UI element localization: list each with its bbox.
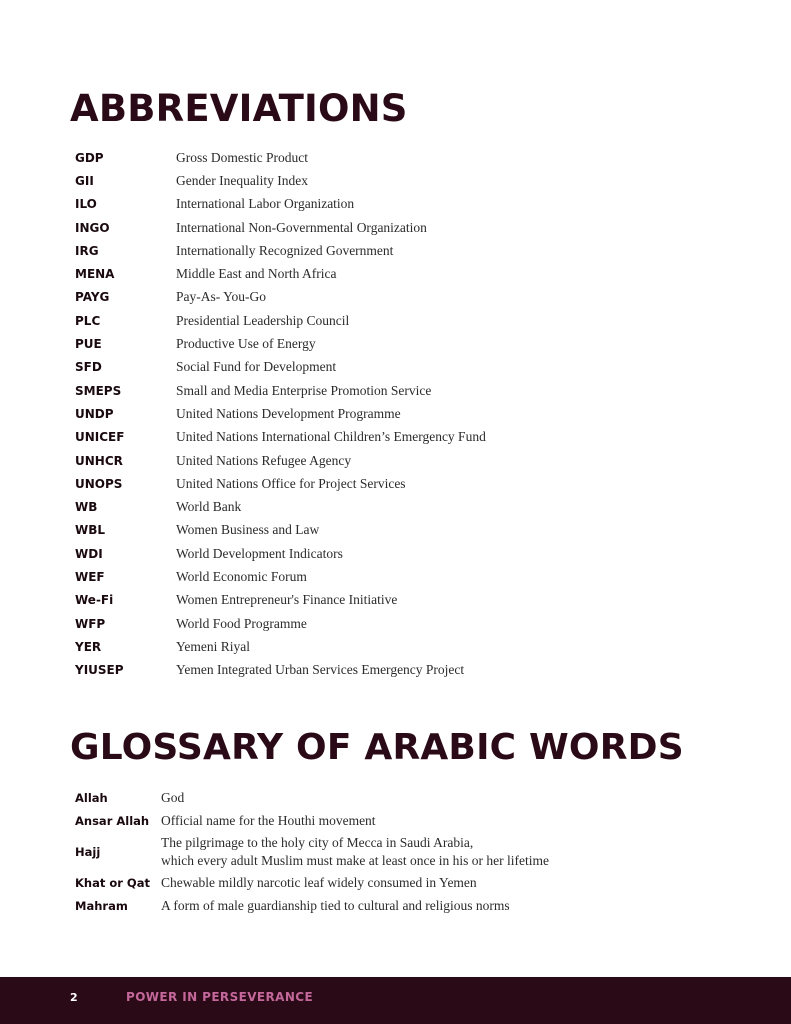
glossary-term: Allah	[75, 790, 108, 805]
abbreviation-definition: Pay-As- You-Go	[176, 289, 267, 305]
abbreviation-row	[75, 169, 486, 192]
abbreviation-definition: Women Business and Law	[176, 522, 320, 538]
abbreviation-row	[75, 216, 486, 239]
abbreviation-definition: United Nations Refugee Agency	[176, 452, 352, 468]
abbreviation-row	[75, 589, 486, 612]
abbreviation-term: GII	[75, 173, 94, 188]
glossary-term: Khat or Qat	[75, 875, 150, 890]
abbreviation-definition: United Nations Development Programme	[176, 405, 401, 421]
abbreviation-row	[75, 635, 486, 658]
glossary-definition	[161, 833, 549, 871]
abbreviation-definition: Middle East and North Africa	[176, 266, 337, 282]
abbreviation-term: SFD	[75, 360, 102, 375]
abbreviation-definition: World Development Indicators	[176, 545, 343, 561]
glossary-definition-line: God	[161, 789, 185, 805]
abbreviation-row	[75, 472, 486, 495]
glossary-term: Mahram	[75, 899, 128, 914]
abbreviation-row	[75, 449, 486, 472]
abbreviation-definition: World Food Programme	[176, 615, 307, 631]
glossary-row	[75, 895, 549, 919]
abbreviation-row	[75, 379, 486, 402]
abbreviation-term: WEF	[75, 569, 105, 584]
glossary-term: Ansar Allah	[75, 814, 150, 829]
glossary-definition-line: The pilgrimage to the holy city of Mecca in Saudi Arabia,	[161, 835, 474, 850]
abbreviation-definition: Social Fund for Development	[176, 359, 337, 375]
abbreviation-term: WBL	[75, 523, 106, 538]
abbreviation-term: WB	[75, 500, 98, 515]
glossary-definition	[161, 871, 549, 895]
abbreviation-row	[75, 286, 486, 309]
abbreviation-term: MENA	[75, 267, 115, 282]
abbreviation-definition: International Non-Governmental Organization	[176, 219, 427, 235]
abbreviations-table	[75, 146, 486, 682]
glossary-heading: GLOSSARY OF ARABIC WORDS	[70, 727, 684, 768]
abbreviation-row	[75, 402, 486, 425]
abbreviation-row	[75, 239, 486, 262]
abbreviation-term: PLC	[75, 313, 101, 328]
abbreviation-term: INGO	[75, 220, 110, 235]
glossary-definition	[161, 895, 549, 919]
abbreviation-term: UNHCR	[75, 453, 123, 468]
abbreviation-term: ILO	[75, 197, 97, 212]
abbreviation-row	[75, 519, 486, 542]
glossary-row	[75, 810, 549, 834]
abbreviation-term: UNICEF	[75, 430, 125, 445]
abbreviation-row	[75, 193, 486, 216]
glossary-definition-line: A form of male guardianship tied to cultural and religious norms	[161, 898, 510, 914]
abbreviation-row	[75, 262, 486, 285]
abbreviation-term: YIUSEP	[75, 663, 124, 678]
abbreviation-definition: World Economic Forum	[176, 568, 307, 584]
abbreviation-term: WFP	[75, 616, 106, 631]
abbreviation-term: GDP	[75, 150, 104, 165]
document-title: POWER IN PERSEVERANCE	[126, 990, 314, 1004]
page-footer	[0, 977, 791, 1024]
abbreviation-row	[75, 612, 486, 635]
abbreviation-definition: United Nations Office for Project Services	[176, 475, 406, 491]
glossary-term: Hajj	[75, 845, 101, 859]
abbreviation-term: UNDP	[75, 406, 114, 421]
glossary-definition-line: Chewable mildly narcotic leaf widely consumed in Yemen	[161, 874, 477, 890]
page-number: 2	[70, 991, 78, 1004]
abbreviation-row	[75, 542, 486, 565]
abbreviation-definition: Women Entrepreneur's Finance Initiative	[176, 592, 398, 608]
abbreviation-definition: Yemeni Riyal	[176, 638, 251, 654]
glossary-row	[75, 871, 549, 895]
glossary-definition-line: Official name for the Houthi movement	[161, 813, 376, 829]
abbreviation-row	[75, 309, 486, 332]
abbreviation-term: PAYG	[75, 290, 110, 305]
abbreviation-term: SMEPS	[75, 383, 122, 398]
abbreviation-row	[75, 146, 486, 169]
abbreviation-term: PUE	[75, 337, 102, 352]
glossary-definition	[161, 786, 549, 810]
abbreviation-term: UNOPS	[75, 476, 123, 491]
glossary-definition	[161, 810, 549, 834]
abbreviation-definition: United Nations International Children’s Emergency Fund	[176, 429, 486, 445]
abbreviation-row	[75, 495, 486, 518]
abbreviation-term: YER	[75, 639, 102, 654]
glossary-definition-line: which every adult Muslim must make at least once in his or her lifetime	[161, 853, 550, 868]
abbreviation-term: IRG	[75, 243, 99, 258]
glossary-row	[75, 833, 549, 871]
abbreviation-definition: International Labor Organization	[176, 196, 355, 212]
abbreviation-row	[75, 426, 486, 449]
abbreviation-definition: Yemen Integrated Urban Services Emergency Project	[176, 662, 465, 678]
abbreviation-definition: Productive Use of Energy	[176, 336, 316, 352]
abbreviation-term: We-Fi	[75, 593, 114, 608]
glossary-row	[75, 786, 549, 810]
abbreviation-row	[75, 565, 486, 588]
abbreviation-term: WDI	[75, 546, 103, 561]
glossary-table	[75, 786, 549, 918]
abbreviation-row	[75, 659, 486, 682]
abbreviation-definition: Gross Domestic Product	[176, 149, 308, 165]
abbreviation-definition: Presidential Leadership Council	[176, 312, 350, 328]
abbreviation-definition: Small and Media Enterprise Promotion Service	[176, 382, 432, 398]
abbreviation-row	[75, 332, 486, 355]
abbreviation-definition: Gender Inequality Index	[176, 172, 308, 188]
abbreviations-heading: ABBREVIATIONS	[70, 87, 408, 130]
abbreviation-definition: World Bank	[176, 499, 242, 515]
abbreviation-definition: Internationally Recognized Government	[176, 242, 394, 258]
abbreviation-row	[75, 356, 486, 379]
